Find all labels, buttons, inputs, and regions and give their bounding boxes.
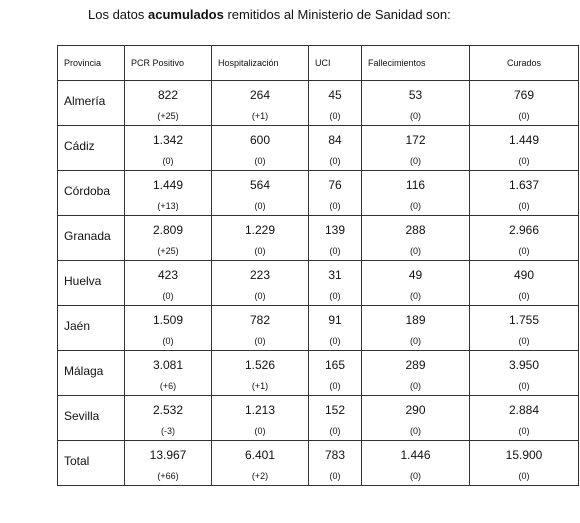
- cell-change: (+6): [159, 381, 177, 391]
- cell-value: 31: [328, 268, 342, 282]
- cell-change: (0): [162, 291, 174, 301]
- cell-change: (+25): [157, 111, 179, 121]
- cell-provincia: Cádiz: [58, 126, 125, 171]
- cell-provincia: Granada: [58, 216, 125, 261]
- header-pcr: PCR Positivo: [125, 46, 212, 81]
- cell-value: 49: [408, 268, 423, 282]
- cell-change: (0): [410, 381, 421, 391]
- header-provincia: Provincia: [58, 46, 125, 81]
- cell-change: (0): [329, 246, 341, 256]
- cell-change: (0): [329, 156, 341, 166]
- cell-value: 822: [157, 88, 179, 102]
- cell-value: 2.884: [508, 403, 540, 417]
- cell-value: 2.966: [508, 223, 540, 237]
- cell-curados: [470, 441, 579, 486]
- cell-value: 1.229: [244, 223, 276, 237]
- cell-value: 2.809: [152, 223, 184, 237]
- cell-change: (0): [518, 156, 530, 166]
- table-row: [58, 306, 579, 351]
- cell-provincia: Huelva: [58, 261, 125, 306]
- cell-provincia: Málaga: [58, 351, 125, 396]
- cell-curados: [470, 216, 579, 261]
- cell-provincia: Almería: [58, 81, 125, 126]
- cell-value: 264: [249, 88, 271, 102]
- cell-change: (0): [254, 156, 266, 166]
- data-table: [57, 45, 579, 486]
- cell-uci: [309, 351, 362, 396]
- cell-change: (0): [254, 291, 266, 301]
- cell-value: 84: [328, 133, 342, 147]
- cell-value: 288: [405, 223, 426, 237]
- cell-hospitalizacion: [212, 171, 309, 216]
- cell-value: 116: [405, 178, 426, 192]
- cell-change: (0): [329, 336, 341, 346]
- cell-change: (0): [329, 471, 341, 481]
- table-row: [58, 81, 579, 126]
- table-row: [58, 396, 579, 441]
- cell-change: (0): [518, 426, 530, 436]
- cell-hospitalizacion: [212, 351, 309, 396]
- table-row: [58, 171, 579, 216]
- cell-value: 769: [513, 88, 535, 102]
- cell-fallecimientos: [362, 441, 470, 486]
- cell-hospitalizacion: [212, 81, 309, 126]
- cell-value: 782: [249, 313, 271, 327]
- cell-change: (0): [518, 291, 530, 301]
- cell-change: (0): [518, 201, 530, 211]
- cell-change: (0): [410, 336, 421, 346]
- cell-pcr: [125, 441, 212, 486]
- cell-change: (+13): [157, 201, 179, 211]
- cell-value: 1.637: [508, 178, 540, 192]
- table-row: [58, 126, 579, 171]
- cell-value: 1.449: [152, 178, 184, 192]
- cell-value: 289: [405, 358, 426, 372]
- cell-uci: [309, 261, 362, 306]
- cell-value: 1.446: [400, 448, 431, 462]
- cell-hospitalizacion: [212, 306, 309, 351]
- cell-curados: [470, 351, 579, 396]
- cell-change: (0): [410, 111, 421, 121]
- cell-fallecimientos: [362, 171, 470, 216]
- cell-fallecimientos: [362, 216, 470, 261]
- header-fallecimientos: Fallecimientos: [362, 46, 470, 81]
- cell-change: (-3): [161, 426, 175, 436]
- cell-change: (+1): [251, 381, 269, 391]
- cell-change: (0): [410, 426, 421, 436]
- header-hospitalizacion: Hospitalización: [212, 46, 309, 81]
- cell-change: (+1): [251, 111, 269, 121]
- table-row: [58, 216, 579, 261]
- cell-value: 189: [405, 313, 426, 327]
- cell-fallecimientos: [362, 396, 470, 441]
- cell-change: (0): [410, 246, 421, 256]
- cell-change: (0): [518, 381, 530, 391]
- cell-provincia: Total: [58, 441, 125, 486]
- cell-uci: [309, 81, 362, 126]
- cell-value: 3.081: [152, 358, 184, 372]
- cell-uci: [309, 216, 362, 261]
- cell-value: 3.950: [508, 358, 540, 372]
- cell-value: 783: [324, 448, 346, 462]
- cell-pcr: [125, 171, 212, 216]
- cell-curados: [470, 261, 579, 306]
- intro-bold: acumulados: [148, 7, 224, 22]
- cell-change: (+2): [251, 471, 269, 481]
- cell-pcr: [125, 306, 212, 351]
- cell-fallecimientos: [362, 261, 470, 306]
- cell-value: 423: [157, 268, 179, 282]
- cell-fallecimientos: [362, 306, 470, 351]
- cell-change: (0): [410, 291, 421, 301]
- cell-provincia: Sevilla: [58, 396, 125, 441]
- cell-value: 172: [405, 133, 426, 147]
- cell-value: 1.342: [152, 133, 184, 147]
- cell-hospitalizacion: [212, 126, 309, 171]
- cell-value: 76: [328, 178, 342, 192]
- cell-change: (0): [329, 426, 341, 436]
- cell-change: (0): [329, 201, 341, 211]
- cell-provincia: Córdoba: [58, 171, 125, 216]
- cell-change: (0): [254, 426, 266, 436]
- cell-change: (0): [329, 111, 341, 121]
- cell-curados: [470, 396, 579, 441]
- cell-change: (0): [329, 381, 341, 391]
- cell-pcr: [125, 126, 212, 171]
- cell-hospitalizacion: [212, 441, 309, 486]
- cell-curados: [470, 81, 579, 126]
- cell-value: 6.401: [244, 448, 276, 462]
- intro-after: remitidos al Ministerio de Sanidad son:: [223, 7, 451, 22]
- cell-curados: [470, 306, 579, 351]
- cell-value: 1.213: [244, 403, 276, 417]
- cell-change: (0): [410, 156, 421, 166]
- cell-uci: [309, 306, 362, 351]
- cell-value: 223: [249, 268, 271, 282]
- table-row: [58, 441, 579, 486]
- cell-value: 139: [324, 223, 346, 237]
- cell-value: 490: [513, 268, 535, 282]
- cell-uci: [309, 396, 362, 441]
- cell-fallecimientos: [362, 126, 470, 171]
- cell-change: (0): [254, 246, 266, 256]
- header-uci: UCI: [309, 46, 362, 81]
- cell-fallecimientos: [362, 351, 470, 396]
- cell-value: 1.526: [244, 358, 276, 372]
- cell-provincia: Jaén: [58, 306, 125, 351]
- cell-change: (0): [254, 201, 266, 211]
- cell-pcr: [125, 351, 212, 396]
- cell-value: 165: [324, 358, 346, 372]
- cell-value: 53: [408, 88, 423, 102]
- cell-hospitalizacion: [212, 216, 309, 261]
- cell-hospitalizacion: [212, 261, 309, 306]
- cell-change: (0): [518, 111, 530, 121]
- cell-value: 1.449: [508, 133, 540, 147]
- cell-value: 1.509: [152, 313, 184, 327]
- cell-change: (+25): [157, 246, 179, 256]
- table-row: [58, 351, 579, 396]
- cell-change: (0): [410, 201, 421, 211]
- cell-value: 2.532: [152, 403, 184, 417]
- cell-value: 152: [324, 403, 346, 417]
- cell-value: 15.900: [505, 448, 543, 462]
- cell-change: (0): [518, 336, 530, 346]
- cell-change: (+66): [157, 471, 179, 481]
- cell-uci: [309, 126, 362, 171]
- cell-value: 600: [249, 133, 271, 147]
- cell-hospitalizacion: [212, 396, 309, 441]
- cell-curados: [470, 126, 579, 171]
- cell-value: 290: [405, 403, 426, 417]
- table-row: [58, 261, 579, 306]
- cell-change: (0): [162, 336, 174, 346]
- cell-pcr: [125, 261, 212, 306]
- cell-pcr: [125, 396, 212, 441]
- intro-before: Los datos: [88, 7, 148, 22]
- cell-value: 564: [249, 178, 271, 192]
- intro-text: [88, 7, 451, 22]
- cell-change: (0): [410, 471, 421, 481]
- cell-uci: [309, 441, 362, 486]
- cell-curados: [470, 171, 579, 216]
- cell-uci: [309, 171, 362, 216]
- header-curados: Curados: [470, 46, 579, 81]
- cell-value: 45: [328, 88, 342, 102]
- cell-pcr: [125, 216, 212, 261]
- cell-value: 91: [328, 313, 342, 327]
- cell-change: (0): [162, 156, 174, 166]
- cell-pcr: [125, 81, 212, 126]
- cell-fallecimientos: [362, 81, 470, 126]
- cell-value: 1.755: [508, 313, 540, 327]
- cell-change: (0): [518, 471, 530, 481]
- cell-value: 13.967: [149, 448, 187, 462]
- header-row: [58, 46, 579, 81]
- cell-change: (0): [254, 336, 266, 346]
- cell-change: (0): [329, 291, 341, 301]
- cell-change: (0): [518, 246, 530, 256]
